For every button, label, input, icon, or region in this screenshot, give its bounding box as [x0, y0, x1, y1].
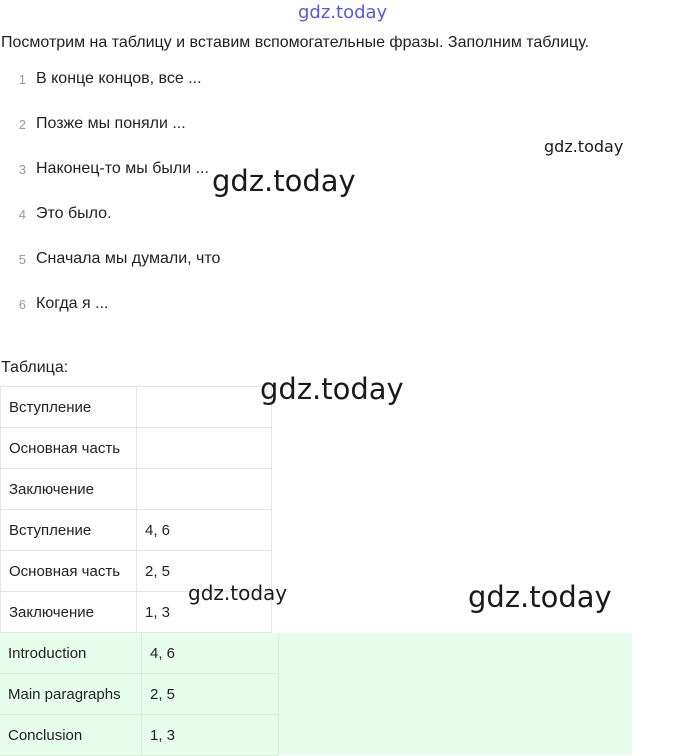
watermark-top: gdz.today — [298, 2, 388, 23]
list-text: В конце концов, все ... — [36, 70, 202, 87]
table-cell-value — [137, 387, 272, 428]
table-cell-part: Вступление — [1, 387, 137, 428]
table-row — [0, 633, 279, 674]
watermark: gdz.today — [260, 372, 404, 406]
table-row — [1, 510, 272, 551]
table-cell-part: Вступление — [1, 510, 137, 551]
table-cell-value: 2, 5 — [142, 674, 279, 715]
table-cell-part: Основная часть — [1, 551, 137, 592]
list-text: Когда я ... — [36, 295, 109, 312]
watermark: gdz.today — [544, 137, 624, 156]
watermark: gdz.today — [212, 164, 356, 198]
list-number: 1 — [18, 72, 26, 87]
list-text: Сначала мы думали, что — [36, 250, 221, 267]
table-cell-part: Main paragraphs — [0, 674, 142, 715]
list-number: 2 — [18, 117, 26, 132]
table-cell-value: 4, 6 — [142, 633, 279, 674]
table-row — [0, 715, 279, 756]
watermark: gdz.today — [468, 580, 612, 614]
table-label: Таблица: — [1, 359, 69, 376]
list-text: Позже мы поняли ... — [36, 115, 186, 132]
table-en — [0, 633, 279, 756]
watermark: gdz.today — [188, 581, 288, 605]
table-cell-value: 1, 3 — [142, 715, 279, 756]
table-row — [1, 387, 272, 428]
table-cell-value — [137, 469, 272, 510]
table-cell-part: Introduction — [0, 633, 142, 674]
table-cell-part: Conclusion — [0, 715, 142, 756]
table-row — [1, 428, 272, 469]
table-row — [1, 469, 272, 510]
table-cell-value — [137, 428, 272, 469]
list-text: Это было. — [36, 205, 112, 222]
table-row — [0, 674, 279, 715]
table-cell-part: Заключение — [1, 592, 137, 633]
list-number: 3 — [18, 162, 26, 177]
list-number: 4 — [18, 207, 26, 222]
table-cell-value: 4, 6 — [137, 510, 272, 551]
list-number: 5 — [18, 252, 26, 267]
table-cell-part: Заключение — [1, 469, 137, 510]
list-number: 6 — [18, 297, 26, 312]
table-cell-value: 2, 5 — [137, 551, 272, 592]
list-text: Наконец-то мы были ... — [36, 160, 209, 177]
table-cell-value: 1, 3 — [137, 592, 272, 633]
table-cell-part: Основная часть — [1, 428, 137, 469]
intro-text: Посмотрим на таблицу и вставим вспомогательные фразы. Заполним таблицу. — [1, 34, 590, 51]
